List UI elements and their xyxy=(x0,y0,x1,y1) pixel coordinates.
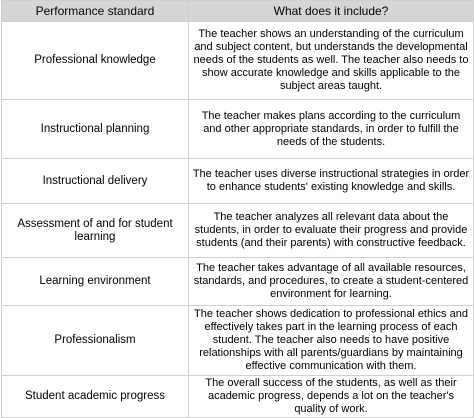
table-header-row xyxy=(2,1,474,22)
table-row xyxy=(2,22,474,100)
standard-cell: Professional knowledge xyxy=(2,22,189,100)
description-cell: The teacher shows an understanding of the curriculum and subject content, but understands the developmental needs of the students as well. The teacher also needs to show accurate knowledge and skills applicable to the subject areas taught. xyxy=(189,22,474,100)
header-what-does-it-include: What does it include? xyxy=(189,1,474,22)
header-performance-standard: Performance standard xyxy=(2,1,189,22)
standard-cell: Student academic progress xyxy=(2,376,189,418)
table-row xyxy=(2,100,474,159)
standard-cell: Instructional planning xyxy=(2,100,189,159)
description-cell: The teacher takes advantage of all available resources, standards, and procedures, to create a student-centered environment for learning. xyxy=(189,258,474,306)
description-cell: The teacher shows dedication to professional ethics and effectively takes part in the learning process of each student. The teacher also needs to have positive relationships with all parents/guardians by maintaining effective communication with them. xyxy=(189,306,474,376)
standard-cell: Learning environment xyxy=(2,258,189,306)
table-row xyxy=(2,306,474,376)
standard-cell: Instructional delivery xyxy=(2,159,189,204)
description-cell: The overall success of the students, as well as their academic progress, depends a lot on the teacher's quality of work. xyxy=(189,376,474,418)
description-cell: The teacher uses diverse instructional strategies in order to enhance students' existing knowledge and skills. xyxy=(189,159,474,204)
standard-cell: Assessment of and for student learning xyxy=(2,204,189,258)
performance-standards-table xyxy=(1,0,474,418)
standard-cell: Professionalism xyxy=(2,306,189,376)
table-row xyxy=(2,159,474,204)
description-cell: The teacher makes plans according to the curriculum and other appropriate standards, in order to fulfill the needs of the students. xyxy=(189,100,474,159)
table-row xyxy=(2,376,474,418)
table-row xyxy=(2,258,474,306)
description-cell: The teacher analyzes all relevant data about the students, in order to evaluate their progress and provide students (and their parents) with constructive feedback. xyxy=(189,204,474,258)
table-row xyxy=(2,204,474,258)
